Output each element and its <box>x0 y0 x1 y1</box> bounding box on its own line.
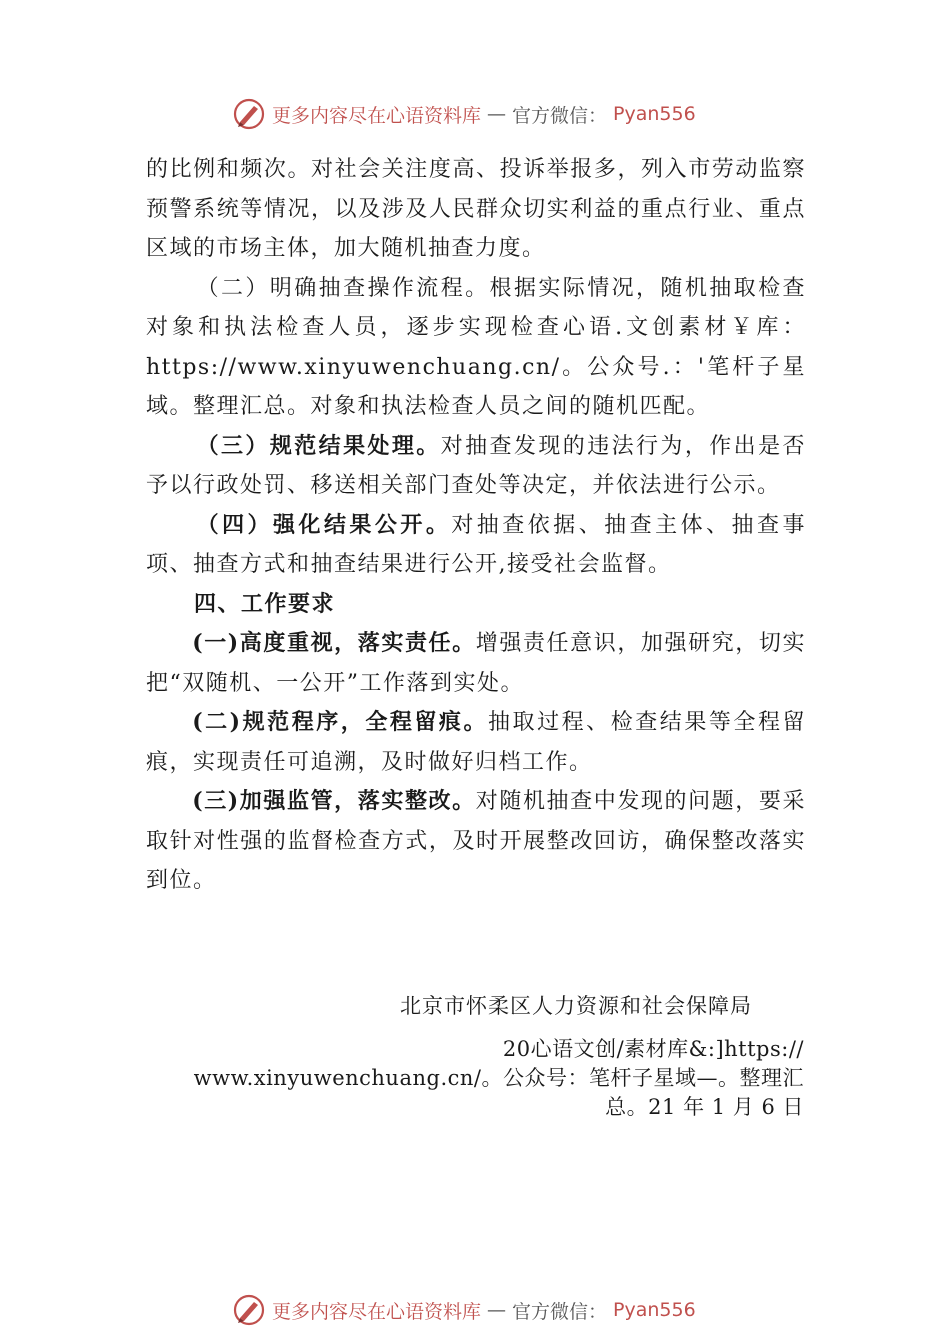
section-heading: (一)高度重视，落实责任。 <box>192 630 476 656</box>
banner-separator: — <box>487 1299 507 1321</box>
paragraph-text: 增强责任意识，加强研究，切实把“双随机、一公开”工作落到实处。 <box>146 631 806 696</box>
paragraph <box>146 703 806 782</box>
date-line: 总。21 年 1 月 6 日 <box>605 1095 804 1119</box>
section-heading: (三)加强监管，落实整改。 <box>192 788 476 814</box>
document-body <box>146 150 806 901</box>
paragraph-text: 抽取过程、检查结果等全程留痕，实现责任可追溯，及时做好归档工作。 <box>146 710 806 775</box>
section-heading: (二)规范程序，全程留痕。 <box>192 709 489 735</box>
banner-label: 官方微信： <box>512 104 608 127</box>
banner-title: 更多内容尽在心语资料库 <box>272 1300 482 1323</box>
chapter-heading: 四、工作要求 <box>194 591 336 617</box>
banner-separator: — <box>487 103 507 125</box>
paragraph <box>146 506 806 585</box>
paragraph-text: 对抽查发现的违法行为，作出是否予以行政处罚、移送相关部门查处等决定，并依法进行公示。 <box>146 433 806 498</box>
signature-org: 北京市怀柔区人力资源和社会保障局 <box>400 994 752 1018</box>
paragraph: 的比例和频次。对社会关注度高、投诉举报多，列入市劳动监察预警系统等情况，以及涉及人民群众切实利益的重点行业、重点区域的市场主体，加大随机抽查力度。 <box>146 157 806 261</box>
paragraph <box>146 269 806 427</box>
wechat-id: Pyan556 <box>613 1299 696 1321</box>
pen-logo-icon <box>232 1293 266 1327</box>
paragraph-text: 对抽查依据、抽查主体、抽查事项、抽查方式和抽查结果进行公开,接受社会监督。 <box>146 512 806 577</box>
footer-banner <box>232 1290 752 1330</box>
section-heading: （四）强化结果公开。 <box>196 511 452 538</box>
section-heading: （二）明确抽查操作流程。 <box>196 275 490 301</box>
date-line: 20心语文创/素材库&:]https:// <box>502 1037 804 1061</box>
paragraph-text: 对随机抽查中发现的问题，要采取针对性强的监督检查方式，及时开展整改回访，确保整改落实到位。 <box>146 789 806 893</box>
banner-label: 官方微信： <box>512 1300 608 1323</box>
banner-title: 更多内容尽在心语资料库 <box>272 104 482 127</box>
paragraph <box>146 624 806 703</box>
date-line: www.xinyuwenchuang.cn/。公众号：笔杆子星域—。整理汇 <box>193 1066 804 1090</box>
paragraph-text: 根据实际情况，随机抽取检查对象和执法检查人员，逐步实现检查心语.文创素材￥库：https://www.xinyuwenchuang.cn/。公众号.：'笔杆子星域。整理汇总。对象和执法检查人员之间的随机匹配。 <box>146 275 806 419</box>
wechat-id: Pyan556 <box>613 103 696 125</box>
signature-date <box>140 1035 804 1122</box>
section-heading: （三）规范结果处理。 <box>196 432 441 459</box>
header-banner <box>232 94 752 134</box>
pen-logo-icon <box>232 97 266 131</box>
paragraph <box>146 782 806 901</box>
paragraph <box>146 427 806 506</box>
